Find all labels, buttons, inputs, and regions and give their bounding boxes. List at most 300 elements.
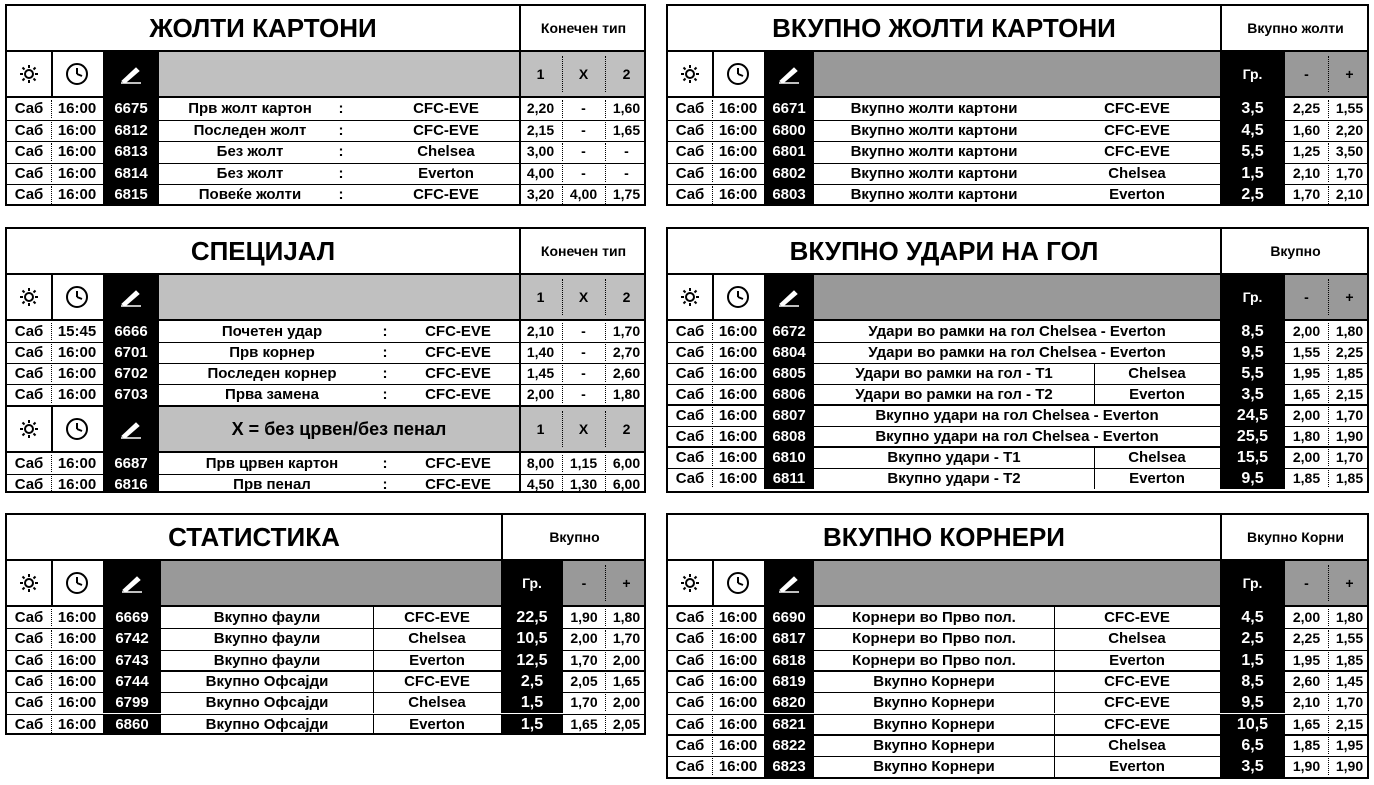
- day-cell: Саб: [675, 386, 705, 403]
- time-cell: 16:00: [718, 164, 758, 182]
- code-cell: 6811: [772, 470, 806, 487]
- market-label: Вкупно Корнери: [873, 758, 995, 776]
- odd-plus: 3,50: [1335, 143, 1364, 159]
- col-x-label: X: [578, 421, 589, 437]
- odd-plus: 2,15: [1335, 715, 1364, 732]
- line-value: 2,5: [1241, 630, 1264, 648]
- colon: :: [338, 164, 344, 182]
- odd-minus: 1,70: [1292, 186, 1321, 202]
- line-value: 2,5: [520, 672, 544, 690]
- colon: :: [338, 100, 344, 117]
- divider: [1220, 561, 1222, 605]
- clock-icon-svg: [726, 285, 750, 309]
- divider: [712, 52, 714, 96]
- odd-1: 4,50: [526, 476, 555, 492]
- team-cell: CFC-EVE: [404, 609, 470, 626]
- time-cell: 16:00: [718, 449, 758, 466]
- team-cell: Everton: [409, 715, 465, 733]
- market-label: Удари во рамки на гол - Т1: [855, 365, 1053, 382]
- team-cell: CFC-EVE: [425, 323, 491, 340]
- sun-icon: [668, 52, 712, 96]
- odd-x: -: [581, 100, 586, 116]
- market-label: Вкупно фаули: [213, 609, 321, 626]
- day-cell: Саб: [675, 428, 705, 445]
- market-label: Вкупно Корнери: [873, 672, 995, 690]
- line-value: 10,5: [516, 630, 548, 648]
- sun-icon-svg: [680, 287, 700, 307]
- market-label: Без жолт: [216, 143, 284, 160]
- odd-minus: 1,65: [1292, 715, 1321, 732]
- sun-icon-svg: [680, 573, 700, 593]
- divider: [51, 52, 53, 96]
- dotted-divider: [562, 56, 563, 92]
- team-cell: CFC-EVE: [413, 121, 479, 139]
- time-cell: 16:00: [57, 715, 97, 733]
- clock-icon: [51, 561, 103, 605]
- market-label: Последен корнер: [207, 365, 337, 382]
- odd-minus: 2,00: [1292, 407, 1321, 423]
- colon: :: [382, 344, 388, 361]
- panel-p4: [666, 227, 1369, 493]
- odd-2: 1,75: [612, 186, 641, 202]
- market-label: Вкупно Корнери: [873, 715, 995, 733]
- market-label: Вкупно Корнери: [873, 736, 995, 754]
- colon: :: [338, 186, 344, 203]
- day-cell: Саб: [14, 630, 44, 648]
- dotted-divider: [1328, 565, 1329, 601]
- odd-2: -: [624, 164, 629, 181]
- divider: [51, 275, 53, 319]
- market-label: Вкупно Офсајди: [205, 715, 329, 733]
- time-cell: 16:00: [718, 651, 758, 669]
- grey-band: [161, 561, 501, 605]
- odd-plus: 1,85: [1335, 470, 1364, 486]
- code-cell: 6701: [114, 344, 148, 361]
- dotted-divider: [605, 279, 606, 315]
- clock-icon: [712, 561, 764, 605]
- grey-band: [814, 52, 1220, 96]
- time-cell: 16:00: [718, 100, 758, 117]
- clock-icon-svg: [65, 571, 89, 595]
- team-cell: Chelsea: [1108, 736, 1166, 754]
- market-label: Удари во рамки на гол - Т2: [855, 386, 1053, 403]
- market-label: Последен жолт: [193, 121, 307, 139]
- time-cell: 16:00: [718, 736, 758, 754]
- colon: :: [338, 143, 344, 160]
- time-cell: 16:00: [718, 121, 758, 139]
- odd-2: 1,60: [612, 100, 641, 116]
- clock-icon: [51, 275, 103, 319]
- odd-minus: 2,00: [1292, 323, 1321, 339]
- pencil-icon-svg: [119, 64, 143, 84]
- col-2-label: 2: [622, 66, 631, 82]
- day-cell: Саб: [675, 100, 705, 117]
- code-cell: 6860: [115, 715, 149, 733]
- odd-2: 1,65: [612, 121, 641, 138]
- sun-icon-svg: [680, 64, 700, 84]
- line-value: 1,5: [520, 694, 544, 712]
- code-cell: 6813: [114, 143, 148, 160]
- line-value: 9,5: [1241, 344, 1264, 361]
- colon: :: [338, 121, 344, 139]
- sun-icon: [668, 561, 712, 605]
- odd-minus: 1,90: [1292, 758, 1321, 775]
- odd-2: 1,80: [612, 386, 641, 402]
- odd-2: 6,00: [612, 476, 641, 492]
- odd-1: 1,45: [526, 365, 555, 381]
- odd-1: 1,40: [526, 344, 555, 360]
- time-cell: 16:00: [718, 672, 758, 690]
- divider: [712, 561, 714, 605]
- odd-minus: 1,65: [1292, 386, 1321, 402]
- day-cell: Саб: [675, 365, 705, 382]
- odd-minus: 1,95: [1292, 365, 1321, 381]
- clock-icon: [51, 407, 103, 451]
- odd-minus: 2,10: [1292, 694, 1321, 711]
- code-cell: 6805: [772, 365, 806, 382]
- time-cell: 16:00: [57, 651, 97, 669]
- code-cell: 6814: [114, 164, 148, 182]
- panel-title: СПЕЦИЈАЛ: [190, 236, 336, 266]
- odd-2: 1,70: [612, 323, 641, 339]
- line-value: 5,5: [1241, 365, 1264, 382]
- pencil-icon: [103, 52, 159, 96]
- code-cell: 6702: [114, 365, 148, 382]
- odd-minus: 1,95: [1292, 651, 1321, 668]
- team-cell: CFC-EVE: [425, 386, 491, 403]
- line-value: 24,5: [1236, 407, 1269, 424]
- line-value: 8,5: [1241, 323, 1264, 340]
- market-label: Прв жолт картон: [188, 100, 312, 117]
- odd-plus: 1,90: [1335, 428, 1364, 444]
- team-cell: CFC-EVE: [1104, 672, 1170, 690]
- odd-minus: 1,25: [1292, 143, 1321, 159]
- team-cell: Everton: [418, 164, 474, 182]
- time-cell: 16:00: [718, 143, 758, 160]
- day-cell: Саб: [675, 609, 705, 626]
- col-line-label: Гр.: [522, 575, 542, 591]
- team-cell: Chelsea: [417, 143, 475, 160]
- time-cell: 16:00: [57, 365, 97, 382]
- code-cell: 6672: [772, 323, 806, 340]
- line-value: 9,5: [1241, 470, 1264, 487]
- day-cell: Саб: [14, 715, 44, 733]
- code-cell: 6810: [772, 449, 806, 466]
- time-cell: 16:00: [718, 407, 758, 424]
- market-label: Прва замена: [225, 386, 319, 403]
- time-cell: 16:00: [57, 143, 97, 160]
- sun-icon: [7, 275, 51, 319]
- team-cell: Everton: [1109, 186, 1165, 203]
- time-cell: 16:00: [718, 365, 758, 382]
- day-cell: Саб: [14, 186, 44, 203]
- divider: [519, 407, 521, 451]
- col-line-label: Гр.: [1242, 289, 1263, 305]
- line-value: 1,5: [1241, 164, 1264, 182]
- odd-plus: 1,70: [612, 630, 641, 647]
- market-label: Вкупно жолти картони: [850, 164, 1018, 182]
- day-cell: Саб: [14, 386, 44, 403]
- odd-plus: 1,70: [1335, 449, 1364, 465]
- day-cell: Саб: [675, 407, 705, 424]
- market-label: Удари во рамки на гол Chelsea - Everton: [868, 323, 1166, 340]
- odd-minus: 2,00: [1292, 449, 1321, 465]
- day-cell: Саб: [14, 455, 44, 472]
- time-cell: 16:00: [718, 758, 758, 776]
- divider: [519, 52, 521, 96]
- col-x-label: X: [578, 66, 589, 82]
- grey-band: [814, 275, 1220, 319]
- time-cell: 16:00: [718, 470, 758, 487]
- day-cell: Саб: [14, 651, 44, 669]
- odd-minus: 2,00: [570, 630, 598, 647]
- panel-title: ВКУПНО ЖОЛТИ КАРТОНИ: [772, 13, 1116, 43]
- line-value: 4,5: [1241, 609, 1264, 626]
- market-label: Вкупно жолти картони: [850, 143, 1018, 160]
- panel-p6: [666, 513, 1369, 779]
- odd-minus: 2,60: [1292, 672, 1321, 689]
- colon: :: [382, 476, 388, 493]
- time-cell: 16:00: [57, 694, 97, 712]
- odd-minus: 2,05: [570, 672, 598, 689]
- pencil-icon: [103, 407, 159, 451]
- odd-plus: 1,65: [612, 672, 641, 689]
- day-cell: Саб: [14, 672, 44, 690]
- day-cell: Саб: [675, 694, 705, 712]
- col-plus-label: +: [1345, 575, 1354, 591]
- market-label: Без жолт: [216, 164, 284, 182]
- col-1-label: 1: [536, 421, 545, 437]
- day-cell: Саб: [675, 630, 705, 648]
- day-cell: Саб: [675, 449, 705, 466]
- header-right: Вкупно жолти: [1247, 20, 1344, 36]
- odd-x: 1,30: [569, 476, 598, 492]
- day-cell: Саб: [14, 121, 44, 139]
- odd-plus: 1,55: [1335, 630, 1364, 647]
- odd-x: -: [581, 344, 586, 360]
- odd-1: 3,00: [526, 143, 555, 159]
- header-right: Вкупно: [549, 529, 600, 545]
- odd-1: 8,00: [526, 455, 555, 471]
- line-value: 22,5: [516, 609, 548, 626]
- market-label: Корнери во Прво пол.: [852, 630, 1016, 648]
- time-cell: 16:00: [718, 694, 758, 712]
- market-label: Корнери во Прво пол.: [852, 609, 1016, 626]
- col-x-label: X: [578, 289, 589, 305]
- team-cell: CFC-EVE: [425, 476, 491, 493]
- time-cell: 16:00: [718, 323, 758, 340]
- sub-label: X = без црвен/без пенал: [231, 419, 447, 439]
- odd-minus: 1,55: [1292, 344, 1321, 360]
- sun-icon-svg: [19, 573, 39, 593]
- col-line-label: Гр.: [1242, 66, 1263, 82]
- day-cell: Саб: [675, 758, 705, 776]
- line-value: 3,5: [1241, 758, 1264, 776]
- team-cell: Everton: [1129, 386, 1185, 403]
- odd-x: -: [581, 386, 586, 402]
- clock-icon-svg: [726, 62, 750, 86]
- col-minus-label: -: [581, 575, 587, 591]
- clock-icon: [712, 275, 764, 319]
- team-cell: Chelsea: [1108, 164, 1166, 182]
- odd-minus: 1,65: [570, 715, 598, 732]
- divider: [103, 561, 105, 605]
- colon: :: [382, 323, 388, 340]
- day-cell: Саб: [14, 323, 44, 340]
- dotted-divider: [605, 565, 606, 601]
- market-label: Вкупно удари на гол Chelsea - Everton: [875, 407, 1159, 424]
- panel-p3: [5, 227, 646, 493]
- line-value: 25,5: [1236, 428, 1269, 445]
- market-label: Корнери во Прво пол.: [852, 651, 1016, 669]
- code-cell: 6822: [772, 736, 806, 754]
- code-cell: 6802: [772, 164, 806, 182]
- sun-icon: [7, 52, 51, 96]
- col-minus-label: -: [1304, 66, 1309, 82]
- odd-plus: 2,15: [1335, 386, 1364, 402]
- panel-p1: [5, 4, 646, 206]
- dotted-divider: [605, 411, 606, 447]
- clock-icon: [51, 52, 103, 96]
- code-cell: 6817: [772, 630, 806, 648]
- market-label: Вкупно жолти картони: [850, 121, 1018, 139]
- odd-plus: 1,45: [1335, 672, 1364, 689]
- odd-plus: 1,70: [1335, 407, 1364, 423]
- code-cell: 6671: [772, 100, 806, 117]
- panel-title: ЖОЛТИ КАРТОНИ: [149, 13, 377, 43]
- pencil-icon: [103, 275, 159, 319]
- odd-x: -: [581, 365, 586, 381]
- odd-2: 2,70: [612, 344, 641, 360]
- line-value: 1,5: [520, 715, 544, 733]
- header-right: Вкупно Корни: [1247, 529, 1344, 545]
- code-cell: 6816: [114, 476, 148, 493]
- panel-title: ВКУПНО УДАРИ НА ГОЛ: [789, 236, 1099, 266]
- team-cell: Everton: [1129, 470, 1185, 487]
- odd-x: 1,15: [569, 455, 598, 471]
- odd-x: -: [581, 121, 586, 138]
- odd-x: -: [581, 143, 586, 159]
- code-cell: 6666: [114, 323, 148, 340]
- odd-x: 4,00: [569, 186, 598, 202]
- odd-x: -: [581, 323, 586, 339]
- pencil-icon-svg: [777, 287, 801, 307]
- time-cell: 16:00: [718, 428, 758, 445]
- day-cell: Саб: [14, 100, 44, 117]
- market-label: Вкупно Офсајди: [205, 672, 329, 690]
- day-cell: Саб: [14, 694, 44, 712]
- panel-p2: [666, 4, 1369, 206]
- day-cell: Саб: [14, 609, 44, 626]
- panel-title: СТАТИСТИКА: [168, 522, 340, 552]
- team-cell: CFC-EVE: [425, 455, 491, 472]
- team-cell: CFC-EVE: [1104, 609, 1170, 626]
- col-plus-label: +: [1345, 66, 1354, 82]
- divider: [103, 275, 105, 319]
- odd-minus: 1,85: [1292, 470, 1321, 486]
- day-cell: Саб: [675, 143, 705, 160]
- divider: [51, 561, 53, 605]
- sun-icon-svg: [19, 64, 39, 84]
- line-value: 2,5: [1241, 186, 1264, 203]
- pencil-icon: [764, 52, 814, 96]
- code-cell: 6812: [114, 121, 148, 139]
- day-cell: Саб: [14, 344, 44, 361]
- dotted-divider: [1328, 56, 1329, 92]
- odd-plus: 2,00: [612, 694, 641, 711]
- divider: [51, 407, 53, 451]
- grey-band: [814, 561, 1220, 605]
- day-cell: Саб: [14, 365, 44, 382]
- colon: :: [382, 455, 388, 472]
- header-right: Конечен тип: [540, 243, 627, 259]
- clock-icon: [712, 52, 764, 96]
- code-cell: 6818: [772, 651, 806, 669]
- dotted-divider: [562, 279, 563, 315]
- odd-minus: 1,90: [570, 609, 598, 625]
- col-1-label: 1: [536, 66, 545, 82]
- time-cell: 16:00: [718, 715, 758, 733]
- divider: [764, 275, 766, 319]
- odd-minus: 2,00: [1292, 609, 1321, 625]
- line-value: 3,5: [1241, 100, 1264, 117]
- code-cell: 6806: [772, 386, 806, 403]
- odd-plus: 2,25: [1335, 344, 1364, 360]
- code-cell: 6801: [772, 143, 806, 160]
- colon: :: [382, 386, 388, 403]
- code-cell: 6799: [115, 694, 149, 712]
- day-cell: Саб: [675, 186, 705, 203]
- sun-icon-svg: [19, 287, 39, 307]
- divider: [501, 561, 503, 605]
- day-cell: Саб: [675, 736, 705, 754]
- odd-plus: 1,80: [1335, 323, 1364, 339]
- day-cell: Саб: [14, 164, 44, 182]
- pencil-icon: [764, 561, 814, 605]
- odd-minus: 1,70: [570, 694, 598, 711]
- line-value: 3,5: [1241, 386, 1264, 403]
- odd-1: 2,00: [526, 386, 555, 402]
- divider: [519, 275, 521, 319]
- col-2-label: 2: [622, 421, 631, 437]
- team-cell: CFC-EVE: [1104, 715, 1170, 733]
- pencil-icon: [764, 275, 814, 319]
- code-cell: 6743: [115, 651, 149, 669]
- odd-plus: 1,85: [1335, 365, 1364, 381]
- odd-2: 6,00: [612, 455, 641, 471]
- day-cell: Саб: [675, 672, 705, 690]
- odd-1: 2,20: [526, 100, 555, 116]
- divider: [103, 52, 105, 96]
- time-cell: 16:00: [57, 630, 97, 648]
- divider: [103, 407, 105, 451]
- header-right: Конечен тип: [540, 20, 627, 36]
- line-value: 10,5: [1236, 715, 1269, 733]
- time-cell: 16:00: [57, 672, 97, 690]
- clock-icon-svg: [65, 417, 89, 441]
- odd-plus: 1,80: [1335, 609, 1364, 625]
- team-cell: CFC-EVE: [1104, 694, 1170, 712]
- sun-icon-svg: [19, 419, 39, 439]
- code-cell: 6819: [772, 672, 806, 690]
- line-value: 4,5: [1241, 121, 1264, 139]
- odd-plus: 1,55: [1335, 100, 1364, 116]
- dotted-divider: [562, 411, 563, 447]
- odd-minus: 2,25: [1292, 100, 1321, 116]
- odd-plus: 2,00: [612, 651, 641, 668]
- odd-1: 2,15: [526, 121, 555, 138]
- divider: [1220, 275, 1222, 319]
